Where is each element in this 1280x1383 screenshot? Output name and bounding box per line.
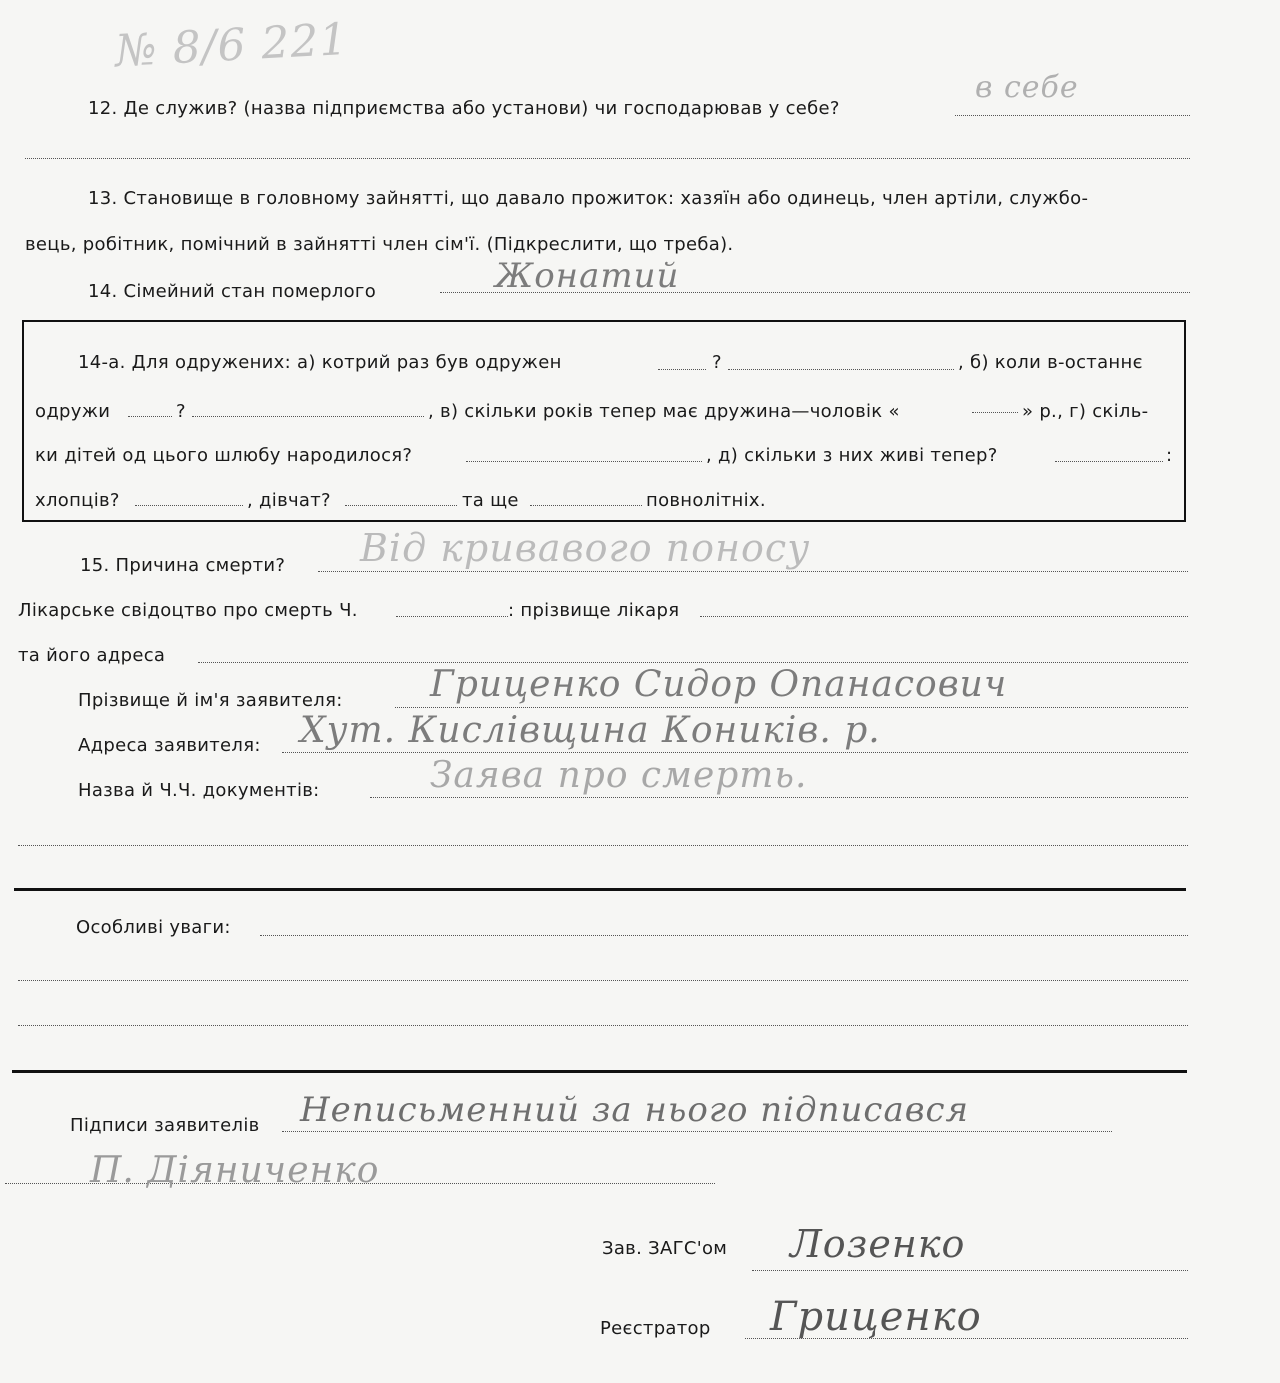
applicant-address-label: Адреса заявителя: — [78, 735, 261, 756]
q14a-line3-end: : — [1166, 445, 1173, 466]
notes-line-1 — [260, 935, 1188, 936]
documents-line — [370, 797, 1188, 798]
zags-head-label: Зав. ЗАГС'ом — [602, 1238, 728, 1259]
registrar-label: Реєстратор — [600, 1318, 711, 1339]
q14a-girls-line — [345, 505, 457, 506]
q14a-line4-boys: хлопців? — [35, 490, 120, 511]
q15-answer-line — [318, 571, 1188, 572]
documents-label: Назва й Ч.Ч. документів: — [78, 780, 320, 801]
q14a-last-married-line — [128, 416, 172, 417]
applicants-signature-label: Підписи заявителів — [70, 1115, 260, 1136]
doctor-address-line — [198, 662, 1188, 663]
q14a-line3-text: ки дітей од цього шлюбу народилося? — [35, 445, 413, 466]
section-divider-2 — [12, 1070, 1187, 1073]
q14a-children-alive-line — [1055, 461, 1163, 462]
q14a-line4-girls: , дівчат? — [247, 490, 331, 511]
notes-label: Особливі уваги: — [76, 917, 231, 938]
q14a-children-born-line — [466, 461, 702, 462]
q14a-times-married-line — [658, 369, 706, 370]
q14-answer: Жонатий — [495, 256, 680, 296]
doctor-address-label: та його адреса — [18, 645, 166, 666]
q14a-line1-end: , б) коли в-останнє — [958, 352, 1143, 373]
applicant-address-line — [282, 752, 1188, 753]
doctor-name-label: : прізвище лікаря — [508, 600, 680, 621]
q12-answer-line — [955, 115, 1190, 116]
med-cert-label: Лікарське свідоцтво про смерть Ч. — [18, 600, 358, 621]
q13-line1: 13. Становище в головному зайнятті, що давало прожиток: хазяїн або одинець, член артіли, службо- — [88, 188, 1089, 209]
applicants-signature-value-2: П. Діяниченко — [90, 1150, 380, 1191]
q14-label: 14. Сімейний стан померлого — [88, 281, 377, 302]
q15-answer: Від кривавого поносу — [360, 526, 811, 570]
archive-stamp: № 8/6 221 — [113, 13, 350, 78]
q14a-line4-more: та ще — [462, 490, 519, 511]
registrar-signature: Гриценко — [770, 1294, 982, 1340]
q12-label: 12. Де служив? (назва підприємства або установи) чи господарював у себе? — [88, 98, 840, 119]
q14a-boys-line — [135, 505, 243, 506]
applicants-signature-line — [282, 1131, 1112, 1132]
applicant-name-value: Гриценко Сидор Опанасович — [430, 664, 1008, 705]
q14a-line2-end: » р., г) скіль- — [1022, 401, 1149, 422]
q13-line2: вець, робітник, помічний в зайнятті член сім'ї. (Підкреслити, що треба). — [25, 234, 734, 255]
q12-continuation-line — [25, 158, 1190, 159]
med-cert-number-line — [396, 616, 508, 617]
documents-extra-line — [18, 845, 1188, 846]
q14a-line2-q: ? — [176, 401, 186, 422]
doctor-name-line — [700, 616, 1188, 617]
q14a-line1-text: 14-а. Для одружених: а) котрий раз був одружен — [78, 352, 562, 373]
q14a-line3-mid: , д) скільки з них живі тепер? — [706, 445, 998, 466]
q14a-spouse-age-line — [972, 412, 1018, 413]
zags-head-signature: Лозенко — [790, 1222, 966, 1266]
q14a-line2-mid: , в) скільки років тепер має дружина—чоловік « — [428, 401, 900, 422]
q14a-adults-line — [530, 505, 642, 506]
q15-label: 15. Причина смерти? — [80, 555, 286, 576]
q14a-line4-adults: повнолітніх. — [646, 490, 766, 511]
applicant-name-label: Прізвище й ім'я заявителя: — [78, 690, 343, 711]
q14a-line1-q: ? — [712, 352, 722, 373]
q14a-times-married-line2 — [728, 369, 954, 370]
notes-line-2 — [18, 980, 1188, 981]
documents-value: Заява про смерть. — [430, 755, 808, 796]
section-divider-1 — [14, 888, 1186, 891]
applicants-signature-value: Неписьменний за нього підписався — [300, 1090, 970, 1130]
q14a-line2-text: одружи — [35, 401, 111, 422]
q14a-last-married-line2 — [192, 416, 424, 417]
zags-head-line — [752, 1270, 1188, 1271]
applicant-name-line — [395, 707, 1188, 708]
applicant-address-value: Хут. Кислівщина Коників. р. — [300, 710, 881, 751]
q12-answer: в себе — [975, 70, 1079, 105]
notes-line-3 — [18, 1025, 1188, 1026]
